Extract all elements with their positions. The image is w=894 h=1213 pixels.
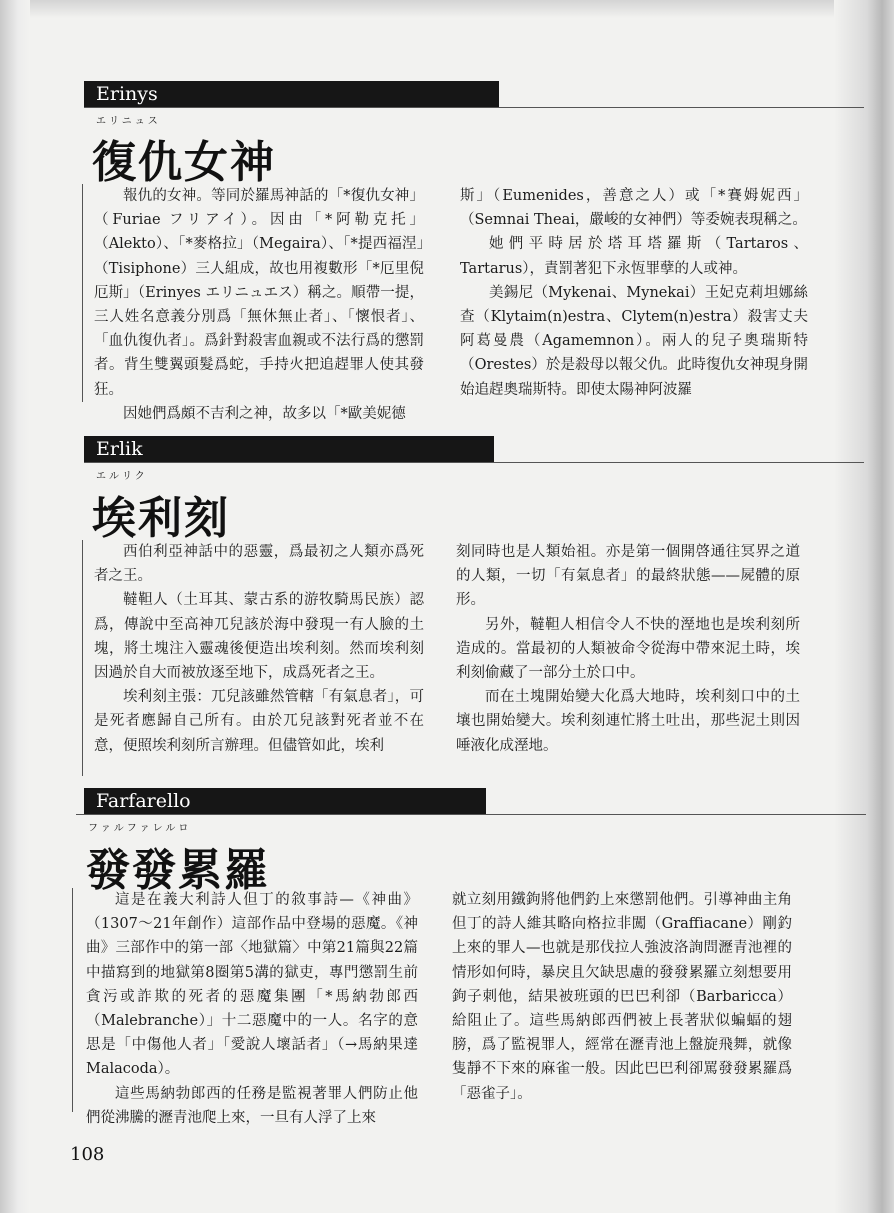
paragraph: 美錫尼（Mykenai、Mynekai）王妃克莉坦娜絲查（Klytaim(n)estra、Clytem(n)estra）殺害丈夫阿葛曼農（Agamemnon）。兩人的兒子奧瑞斯特（Orestes）於是殺母以報父仇。此時復仇女神現身開始追趕奧瑞斯特。即使太陽神阿波羅 [460,284,808,398]
entry-title-erlik: 埃利刻 [92,493,230,544]
column-rule [72,888,73,1112]
paragraph: 而在土塊開始變大化爲大地時，埃利刻口中的土壤也開始變大。埃利刻連忙將土吐出，那些泥土則因唾液化成溼地。 [456,689,800,754]
page-top-shadow [0,0,894,18]
heading-rule [76,814,866,815]
paragraph: 刻同時也是人類始祖。亦是第一個開啓通往冥界之道的人類，一切「有氣息者」的最終狀態——屍體的原形。 [456,544,800,609]
paragraph: 這是在義大利詩人但丁的敘事詩—《神曲》（1307～21年創作）這部作品中登場的惡魔。《神曲》三部作中的第一部〈地獄篇〉中第21篇與22篇中描寫到的地獄第8圈第5溝的獄吏，專門懲罰生前貪污或詐欺的死者的惡魔集團「*馬納勃郎西（Malebranche）」十二惡魔中的一人。名字的意思是「中傷他人者」「愛說人壞話者」（→馬納果達 Malacoda）。 [86,892,418,1078]
entry-title-farfarello: 發發累羅 [86,845,270,896]
column-rule [82,184,83,402]
paragraph: 埃利刻主張：兀兒該雖然管轄「有氣息者」，可是死者應歸自己所有。由於兀兒該對死者並不在意，便照埃利刻所言辦理。但儘管如此，埃利 [94,689,424,754]
paragraph: 西伯利亞神話中的惡靈，爲最初之人類亦爲死者之王。 [94,544,424,585]
paragraph: 這些馬納勃郎西的任務是監視著罪人們防止他們從沸騰的瀝青池爬上來，一旦有人浮了上來 [86,1085,418,1126]
paragraph: 因她們爲頗不吉利之神，故多以「*歐美妮德 [123,405,406,422]
paragraph: 斯」（Eumenides，善意之人）或「*賽姆妮西」（Semnai Theai，嚴峻的女神們）等委婉表現稱之。 [460,188,808,229]
entry-kana-erlik: エルリク [96,471,148,482]
paragraph: 另外，韃靼人相信令人不快的溼地也是埃利刻所造成的。當最初的人類被命令從海中帶來泥土時，埃利刻偷藏了一部分土於口中。 [456,616,800,682]
entry-kana-farfarello: ファルファレルロ [88,823,192,834]
entry-heading-erinys: Erinys [84,81,499,107]
paragraph: 報仇的女神。等同於羅馬神話的「*復仇女神」（Furiae フリアイ）。因由「*阿勒克托」（Alekto）、「*麥格拉」（Megaira）、「*提西福涅」（Tisiphone）三人組成，故也用複數形「*厄里倪厄斯」（Erinyes エリニュエス）稱之。順帶一提，三人姓名意義分別爲「無休無止者」、「懷恨者」、「血仇復仇者」。爲針對殺害血親或不法行爲的懲罰者。背生雙翼頭髮爲蛇，手持火把追趕罪人使其發狂。 [94,188,424,398]
entry-body-right-erlik [456,540,800,758]
column-rule [82,540,83,776]
page-number: 108 [70,1144,105,1165]
paragraph: 她們平時居於塔耳塔羅斯（Tartaros、Tartarus），責罰著犯下永恆罪孽的人或神。 [460,236,808,277]
page-right-edge [834,0,894,1213]
page-left-edge [0,0,30,1213]
paragraph: 韃靼人（土耳其、蒙古系的游牧騎馬民族）認爲，傳說中至高神兀兒該於海中發現一有人臉的土塊，將土塊注入靈魂後便造出埃利刻。然而埃利刻因過於自大而被放逐至地下，成爲死者之王。 [94,592,424,682]
entry-kana-erinys: エリニュス [96,116,161,127]
entry-body-right-farfarello [452,888,792,1106]
entry-title-erinys: 復仇女神 [92,137,276,188]
entry-heading-farfarello: Farfarello [84,788,486,814]
paragraph: 就立刻用鐵鉤將他們釣上來懲罰他們。引導神曲主角但丁的詩人維其略向格拉非闖（Graffiacane）剛釣上來的罪人—也就是那伐拉人強波洛詢問瀝青池裡的情形如何時，暴戾且欠缺思慮的發發累羅立刻想要用鉤子刺他，結果被班頭的巴巴利卻（Barbaricca）給阻止了。這些馬納郎西們被上長著狀似蝙蝠的翅膀，爲了監視罪人，經常在瀝青池上盤旋飛舞，就像隻靜不下來的麻雀一般。因此巴巴利卻罵發發累羅爲「惡雀子」。 [452,892,792,1102]
entry-body-right-erinys [460,184,808,402]
entry-body-left-erinys [94,184,424,426]
heading-rule [84,107,864,108]
entry-body-left-farfarello [86,888,418,1130]
heading-rule [84,462,864,463]
entry-heading-erlik: Erlik [84,436,494,462]
entry-body-left-erlik [94,540,424,758]
